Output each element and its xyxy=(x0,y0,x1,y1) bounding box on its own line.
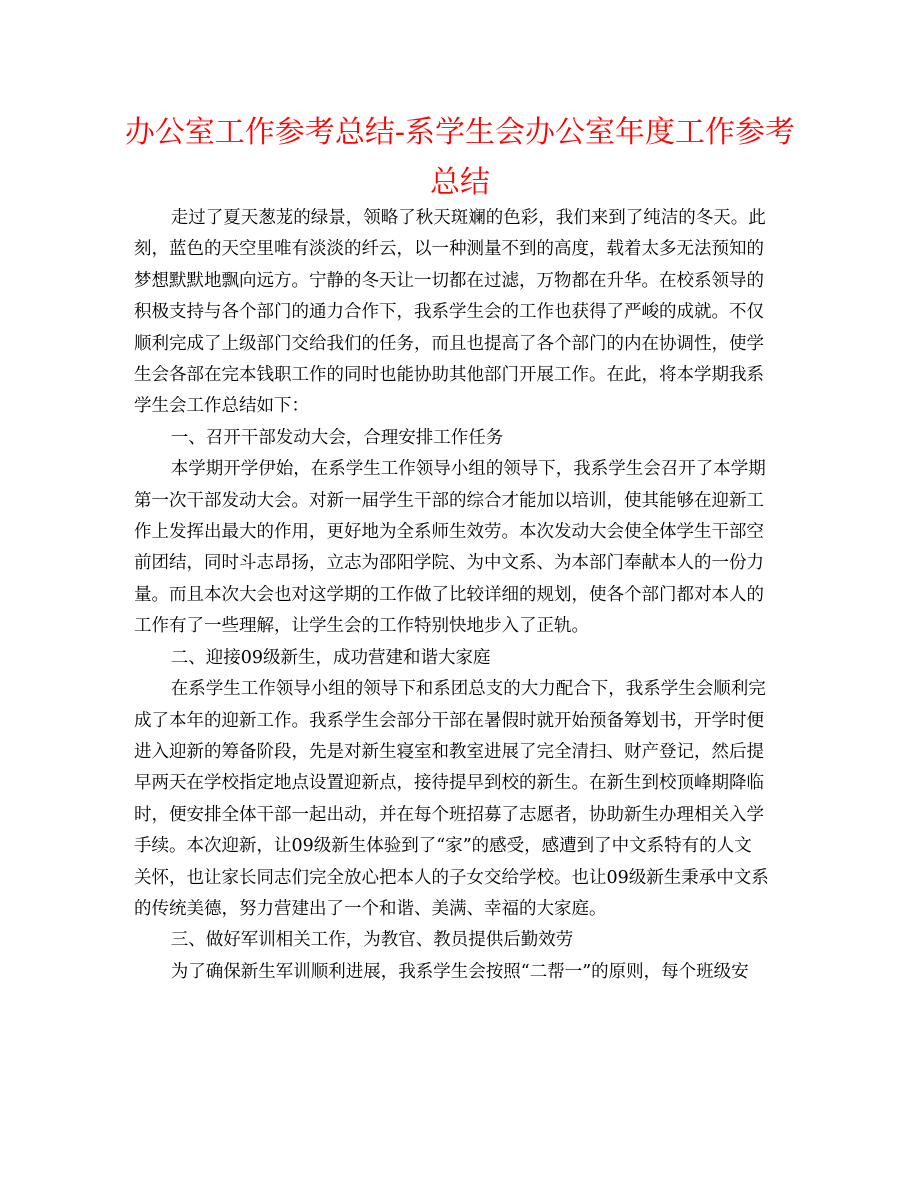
paragraph-line: 关怀，也让家长同志们完全放心把本人的子女交给学校。也让09级新生秉承中文系 xyxy=(134,867,769,888)
paragraph-line: 走过了夏天葱茏的绿景，领略了秋天斑斓的色彩，我们来到了纯洁的冬天。此 xyxy=(170,208,766,228)
paragraph-line: 作上发挥出最大的作用，更好地为全系师生效劳。本次发动大会使全体学生干部空 xyxy=(134,522,764,543)
paragraph-line: 量。而且本次大会也对这学期的工作做了比较详细的规划，使各个部门都对本人的 xyxy=(134,584,764,605)
document-title: 办公室工作参考总结-系学生会办公室年度工作参考总结 xyxy=(124,115,796,200)
paragraph-line: 手续。本次迎新，让09级新生体验到了“家”的感受，感遭到了中文系特有的人文 xyxy=(134,836,752,857)
paragraph-line: 的传统美德，努力营建出了一个和谐、美满、幸福的大家庭。 xyxy=(134,898,607,919)
document-body xyxy=(134,203,786,988)
paragraph-line: 前团结，同时斗志昂扬，立志为邵阳学院、为中文系、为本部门奉献本人的一份力 xyxy=(134,553,764,574)
section-heading: 三、做好军训相关工作，为教官、教员提供后勤效劳 xyxy=(170,930,574,951)
paragraph-line: 工作有了一些理解，让学生会的工作特别快地步入了正轨。 xyxy=(134,616,589,637)
paragraph-line: 顺利完成了上级部门交给我们的任务，而且也提高了各个部门的内在协调性，使学 xyxy=(134,333,764,354)
paragraph-line: 学生会工作总结如下： xyxy=(134,396,309,417)
paragraph-line: 为了确保新生军训顺利进展，我系学生会按照“二帮一”的原则，每个班级安 xyxy=(170,961,749,982)
paragraph-line: 积极支持与各个部门的通力合作下，我系学生会的工作也获得了严峻的成就。不仅 xyxy=(134,302,764,323)
paragraph-line: 成了本年的迎新工作。我系学生会部分干部在暑假时就开始预备筹划书，开学时便 xyxy=(134,710,764,731)
paragraph-line: 刻，蓝色的天空里唯有淡淡的纤云，以一种测量不到的高度，载着太多无法预知的 xyxy=(134,239,764,260)
paragraph-line: 在系学生工作领导小组的领导下和系团总支的大力配合下，我系学生会顺利完 xyxy=(170,679,766,700)
section-heading: 二、迎接09级新生，成功营建和谐大家庭 xyxy=(170,647,491,668)
paragraph-line: 时，便安排全体干部一起出动，并在每个班招募了志愿者，协助新生办理相关入学 xyxy=(134,804,764,825)
paragraph-line: 早两天在学校指定地点设置迎新点，接待提早到校的新生。在新生到校顶峰期降临 xyxy=(134,773,764,794)
section-heading: 一、召开干部发动大会，合理安排工作任务 xyxy=(170,427,504,448)
paragraph-line: 第一次干部发动大会。对新一届学生干部的综合才能加以培训，使其能够在迎新工 xyxy=(134,490,764,511)
paragraph-line: 本学期开学伊始，在系学生工作领导小组的领导下，我系学生会召开了本学期 xyxy=(170,459,766,480)
paragraph-line: 进入迎新的筹备阶段，先是对新生寝室和教室进展了完全清扫、财产登记，然后提 xyxy=(134,741,764,762)
paragraph-line: 梦想默默地飘向远方。宁静的冬天让一切都在过滤，万物都在升华。在校系领导的 xyxy=(134,270,764,291)
paragraph-line: 生会各部在完本钱职工作的同时也能协助其他部门开展工作。在此，将本学期我系 xyxy=(134,365,764,386)
